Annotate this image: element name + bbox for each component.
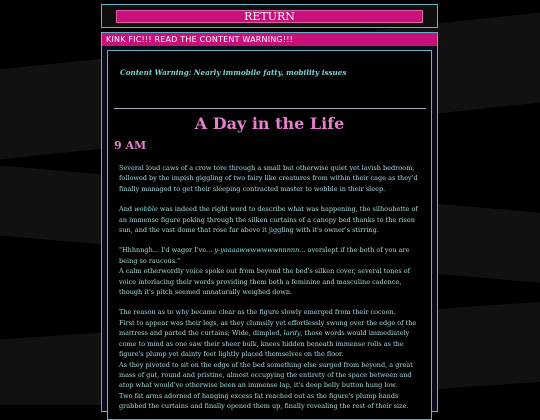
story-text [119, 163, 425, 420]
paragraph-text: As they pivoted to sit on the edge of the bed something else surged from beyond, a great mass of gut, round and pristine, almost occupying the entirety of the space between and atop what would've otherwise been an immense lap, it's deep belly button hung low. [119, 360, 413, 390]
paragraph-text: A calm otherwordly voice spoke out from beyond the bed's silken cover, several tones of voice interlacing their words providing them both a feminine and masculine cadence, though it's pitch seemed unnaturally weighed down. [119, 267, 411, 297]
return-button[interactable]: RETURN [116, 10, 423, 23]
story-title: A Day in the Life [194, 114, 345, 133]
paragraph-text: Several loud caws of a crow tore through a small but otherwise quiet yet lavish bedroom, followed by the impish giggling of two fairy like creatures from within their cage as they'd finally managed to get their sleeping contracted master to wobble in their sleep. [119, 164, 418, 193]
paragraph-text: Two fat arms adorned of hanging excess fat reached out as the figure's plump hands grabbed the curtains and finally opened them up, finally revealing the rest of their size. [119, 391, 409, 411]
paragraph-text: overslept if the both of you are being so raucous." [119, 246, 410, 265]
content-warning: Content Warning: Nearly immobile fatty, mobility issues [120, 68, 347, 77]
paragraph [119, 204, 425, 235]
paragraph-text: The reason as to why became clear as the figure slowly emerged from their cocoon. [119, 308, 396, 317]
paragraph [119, 163, 425, 194]
paragraph [119, 245, 425, 297]
paragraph-text: , those words would immediately come to mind as one saw their sheer bulk, knees hidden beneath immense rolls as the figure's plump yet dainty feet lightly placed themselves on the floor. [119, 329, 410, 359]
time-heading: 9 AM [114, 139, 147, 152]
paragraph [119, 307, 425, 411]
paragraph-text: And [119, 205, 135, 214]
emphasis-text: y-yaaaawwwwwwwnnnnn... [214, 246, 306, 255]
paragraph-text: First to appear was their legs, as they clumsily yet effortlessly swung over the edge of the mattress and parted the curtains; Wide, dimpled, [119, 318, 417, 338]
kink-warning-banner: KINK FIC!!! READ THE CONTENT WARNING!!! [102, 33, 437, 46]
paragraph-text: was indeed the right word to describe what was happening, the silhouhette of an immense figure poking through the silken curtains of a canopy bed thanks to the risen sun, and the vast dome that rose far above it jiggling with it's owner's stirring. [119, 205, 418, 235]
story-panel [101, 32, 438, 412]
emphasis-text: lardy [283, 329, 301, 338]
emphasis-text: wobble [134, 205, 158, 214]
story-content[interactable] [107, 50, 432, 420]
paragraph-text: "Hhhnngh... I'd wager I've... [119, 246, 215, 255]
return-panel [101, 4, 438, 28]
divider [114, 108, 426, 109]
